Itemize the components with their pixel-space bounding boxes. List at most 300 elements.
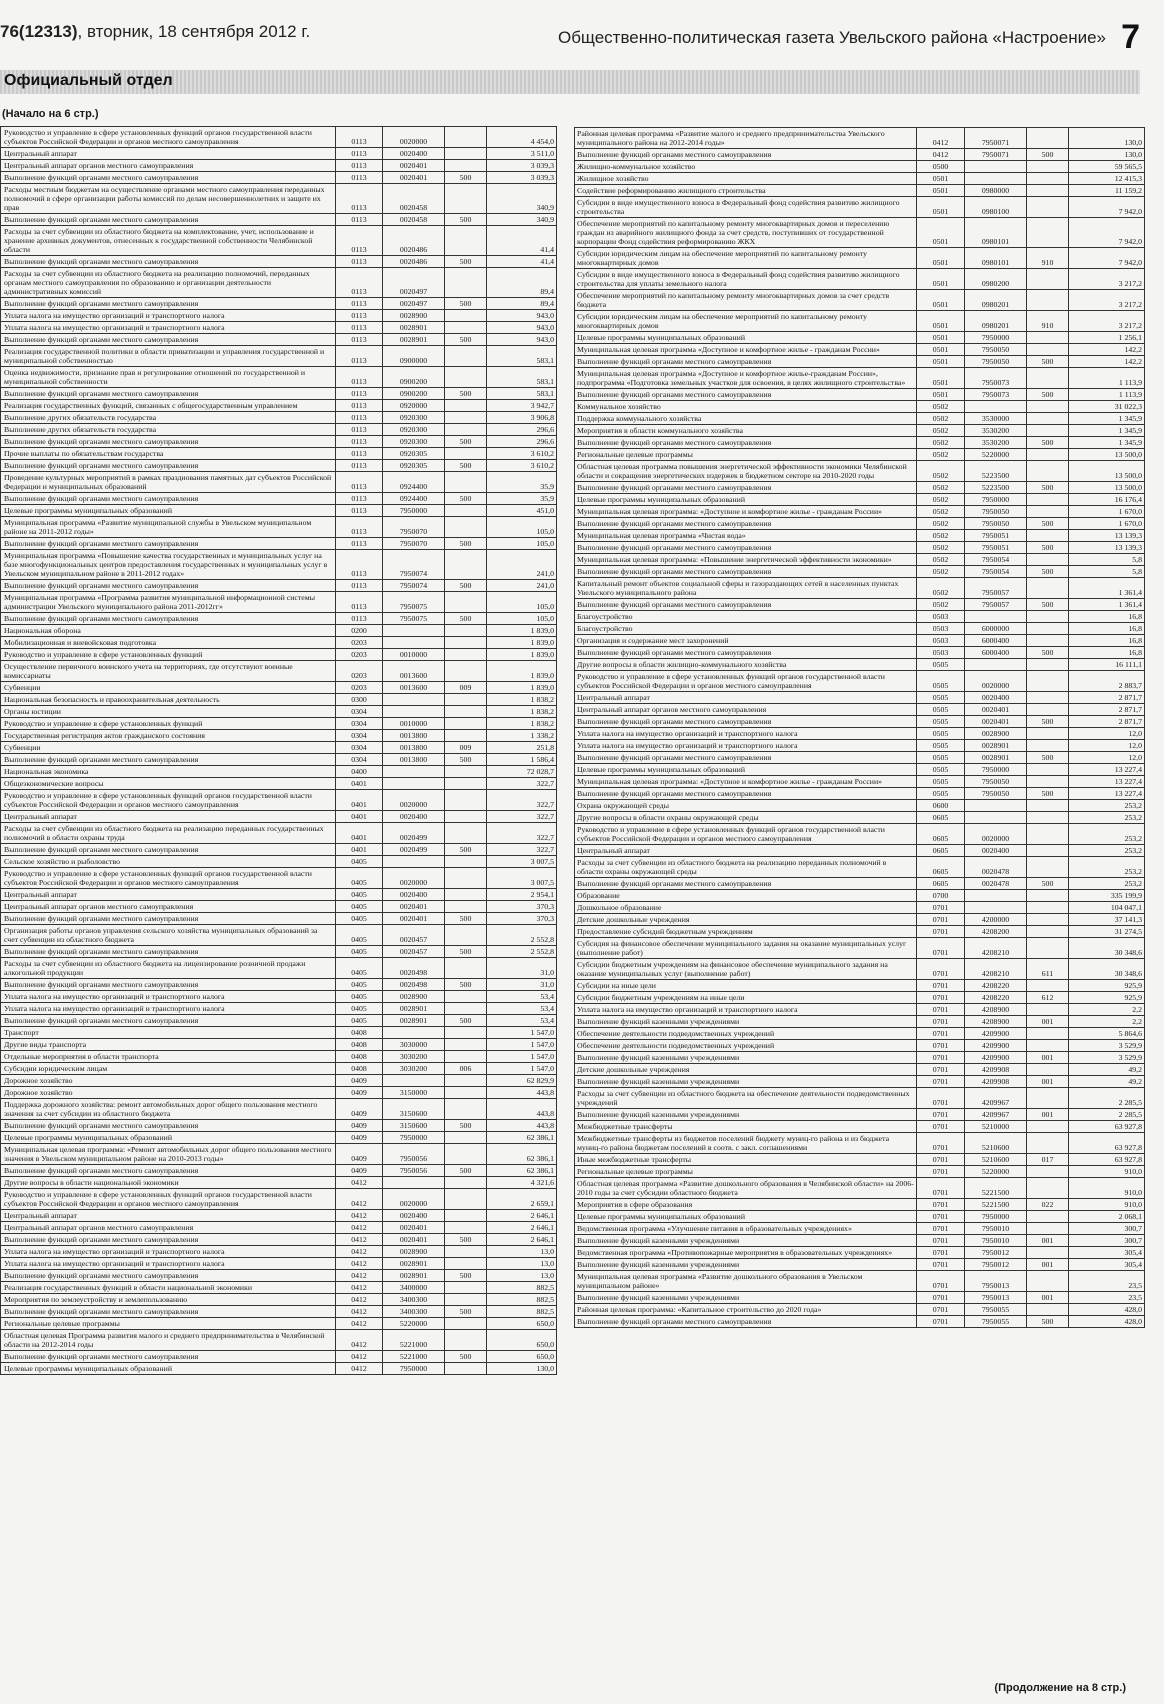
target-code-cell bbox=[965, 173, 1027, 185]
table-row bbox=[575, 1271, 1145, 1292]
target-code-cell: 4209967 bbox=[965, 1088, 1027, 1109]
table-row bbox=[575, 992, 1145, 1004]
section-code-cell: 0501 bbox=[917, 332, 965, 344]
table-row bbox=[575, 671, 1145, 692]
table-row bbox=[1, 613, 557, 625]
target-code-cell: 0028901 bbox=[383, 1258, 445, 1270]
table-row bbox=[575, 1121, 1145, 1133]
row-name-cell: Выполнение функций органами местного самоуправления bbox=[1, 388, 336, 400]
section-code-cell: 0304 bbox=[336, 742, 383, 754]
section-code-cell: 0502 bbox=[917, 461, 965, 482]
amount-cell: 2 068,1 bbox=[1069, 1211, 1145, 1223]
row-name-cell: Другие вопросы в области охраны окружающей среды bbox=[575, 812, 917, 824]
table-row bbox=[1, 346, 557, 367]
row-name-cell: Выполнение функций органами местного самоуправления bbox=[1, 493, 336, 505]
expense-type-cell bbox=[445, 310, 487, 322]
target-code-cell: 0920305 bbox=[383, 448, 445, 460]
expense-type-cell bbox=[445, 226, 487, 256]
expense-type-cell bbox=[445, 1246, 487, 1258]
section-code-cell: 0701 bbox=[917, 938, 965, 959]
row-name-cell: Руководство и управление в сфере установленных функций органов государственной власти субъектов Российской Федерации и органов местного самоуправления bbox=[1, 790, 336, 811]
expense-type-cell: 910 bbox=[1027, 248, 1069, 269]
amount-cell: 130,0 bbox=[487, 1363, 557, 1375]
row-name-cell: Обеспечение мероприятий по капитальному ремонту многоквартирных домов за счет средств бюджета bbox=[575, 290, 917, 311]
expense-type-cell: 500 bbox=[445, 214, 487, 226]
row-name-cell: Дошкольное образование bbox=[575, 902, 917, 914]
target-code-cell: 7950050 bbox=[965, 776, 1027, 788]
target-code-cell: 7950050 bbox=[965, 518, 1027, 530]
section-code-cell: 0502 bbox=[917, 506, 965, 518]
target-code-cell bbox=[383, 1027, 445, 1039]
issue-date: , вторник, 18 сентября 2012 г. bbox=[77, 22, 311, 41]
expense-type-cell: 500 bbox=[445, 946, 487, 958]
expense-type-cell: 500 bbox=[445, 493, 487, 505]
section-code-cell: 0505 bbox=[917, 671, 965, 692]
target-code-cell bbox=[383, 637, 445, 649]
table-row bbox=[1, 517, 557, 538]
expense-type-cell bbox=[1027, 368, 1069, 389]
target-code-cell: 0013800 bbox=[383, 730, 445, 742]
expense-type-cell bbox=[1027, 449, 1069, 461]
section-code-cell: 0113 bbox=[336, 592, 383, 613]
row-name-cell: Уплата налога на имущество организаций и транспортного налога bbox=[575, 1004, 917, 1016]
target-code-cell: 6000000 bbox=[965, 623, 1027, 635]
table-row bbox=[575, 290, 1145, 311]
expense-type-cell bbox=[1027, 764, 1069, 776]
table-row bbox=[1, 1258, 557, 1270]
section-code-cell: 0412 bbox=[336, 1306, 383, 1318]
expense-type-cell bbox=[1027, 269, 1069, 290]
expense-type-cell bbox=[1027, 800, 1069, 812]
table-row bbox=[575, 692, 1145, 704]
section-code-cell: 0412 bbox=[336, 1210, 383, 1222]
target-code-cell: 7950050 bbox=[965, 788, 1027, 800]
table-row bbox=[1, 649, 557, 661]
expense-type-cell bbox=[1027, 197, 1069, 218]
amount-cell: 3 039,3 bbox=[487, 172, 557, 184]
section-code-cell: 0502 bbox=[917, 494, 965, 506]
section-code-cell: 0113 bbox=[336, 334, 383, 346]
row-name-cell: Областная целевая программа повышения энергетической эффективности экономики Челябинской области и сокращения энергетических издержек в бюджетном секторе на 2010-2020 годы bbox=[575, 461, 917, 482]
section-code-cell: 0113 bbox=[336, 550, 383, 580]
section-code-cell: 0502 bbox=[917, 554, 965, 566]
expense-type-cell bbox=[1027, 704, 1069, 716]
target-code-cell bbox=[965, 659, 1027, 671]
section-code-cell: 0701 bbox=[917, 1259, 965, 1271]
amount-cell: 12,0 bbox=[1069, 728, 1145, 740]
row-name-cell: Выполнение других обязательств государства bbox=[1, 412, 336, 424]
table-row bbox=[575, 311, 1145, 332]
section-code-cell: 0501 bbox=[917, 173, 965, 185]
row-name-cell: Мероприятия по землеустройству и землепользованию bbox=[1, 1294, 336, 1306]
expense-type-cell bbox=[445, 1189, 487, 1210]
amount-cell: 300,7 bbox=[1069, 1235, 1145, 1247]
expense-type-cell bbox=[1027, 1064, 1069, 1076]
table-row bbox=[1, 460, 557, 472]
expense-type-cell bbox=[445, 1144, 487, 1165]
target-code-cell: 0028900 bbox=[965, 728, 1027, 740]
amount-cell: 13 139,3 bbox=[1069, 542, 1145, 554]
expense-type-cell: 500 bbox=[1027, 1316, 1069, 1328]
amount-cell: 49,2 bbox=[1069, 1064, 1145, 1076]
target-code-cell: 7950070 bbox=[383, 538, 445, 550]
target-code-cell: 7950010 bbox=[965, 1235, 1027, 1247]
table-row bbox=[1, 706, 557, 718]
section-code-cell: 0701 bbox=[917, 1178, 965, 1199]
table-row bbox=[1, 388, 557, 400]
section-code-cell: 0701 bbox=[917, 992, 965, 1004]
amount-cell: 2 871,7 bbox=[1069, 704, 1145, 716]
row-name-cell: Обеспечение деятельности подведомственных учреждений bbox=[575, 1040, 917, 1052]
target-code-cell bbox=[383, 1177, 445, 1189]
row-name-cell: Осуществление первичного воинского учета на территориях, где отсутствуют военные комиссариаты bbox=[1, 661, 336, 682]
table-row bbox=[575, 494, 1145, 506]
expense-type-cell bbox=[445, 958, 487, 979]
amount-cell: 1 547,0 bbox=[487, 1027, 557, 1039]
row-name-cell: Капитальный ремонт объектов социальной сферы и газораздающих сетей в населенных пунктах Увельского муниципального района bbox=[575, 578, 917, 599]
table-row bbox=[575, 716, 1145, 728]
amount-cell: 142,2 bbox=[1069, 344, 1145, 356]
expense-type-cell bbox=[1027, 623, 1069, 635]
expense-type-cell: 500 bbox=[445, 1234, 487, 1246]
expense-type-cell: 500 bbox=[445, 388, 487, 400]
expense-type-cell: 001 bbox=[1027, 1235, 1069, 1247]
amount-cell: 13 227,4 bbox=[1069, 776, 1145, 788]
section-code-cell: 0409 bbox=[336, 1120, 383, 1132]
row-name-cell: Другие виды транспорта bbox=[1, 1039, 336, 1051]
table-row bbox=[1, 946, 557, 958]
expense-type-cell bbox=[445, 322, 487, 334]
row-name-cell: Уплата налога на имущество организаций и транспортного налога bbox=[1, 991, 336, 1003]
amount-cell: 1 345,9 bbox=[1069, 413, 1145, 425]
table-row bbox=[1, 412, 557, 424]
section-code-cell: 0502 bbox=[917, 578, 965, 599]
table-row bbox=[575, 1109, 1145, 1121]
amount-cell: 53,4 bbox=[487, 1015, 557, 1027]
row-name-cell: Руководство и управление в сфере установленных функций органов государственной власти субъектов Российской Федерации и органов местного самоуправления bbox=[575, 824, 917, 845]
section-code-cell: 0501 bbox=[917, 248, 965, 269]
row-name-cell: Руководство и управление в сфере установленных функций органов государственной власти субъектов Российской Федерации и органов местного самоуправления bbox=[1, 868, 336, 889]
section-code-cell: 0605 bbox=[917, 878, 965, 890]
section-code-cell: 0304 bbox=[336, 754, 383, 766]
expense-type-cell bbox=[1027, 554, 1069, 566]
table-row bbox=[575, 914, 1145, 926]
expense-type-cell: 500 bbox=[1027, 878, 1069, 890]
expense-type-cell bbox=[1027, 1133, 1069, 1154]
table-row bbox=[1, 580, 557, 592]
row-name-cell: Охрана окружающей среды bbox=[575, 800, 917, 812]
table-row bbox=[1, 334, 557, 346]
section-code-cell: 0113 bbox=[336, 346, 383, 367]
table-row bbox=[575, 635, 1145, 647]
amount-cell: 1 361,4 bbox=[1069, 578, 1145, 599]
row-name-cell: Расходы за счет субвенции из областного бюджета на реализацию переданных государственных полномочий в области охраны труда bbox=[1, 823, 336, 844]
table-row bbox=[1, 1222, 557, 1234]
table-row bbox=[1, 856, 557, 868]
row-name-cell: Муниципальная программа «Программа развития муниципальной информационной системы администрации Увельского муниципального района 2011-2012гг» bbox=[1, 592, 336, 613]
section-code-cell: 0502 bbox=[917, 449, 965, 461]
expense-type-cell bbox=[1027, 1304, 1069, 1316]
section-code-cell: 0401 bbox=[336, 823, 383, 844]
table-row bbox=[575, 368, 1145, 389]
target-code-cell: 3400300 bbox=[383, 1306, 445, 1318]
right-table-body bbox=[575, 128, 1145, 1328]
table-row bbox=[575, 926, 1145, 938]
table-row bbox=[1, 493, 557, 505]
expense-type-cell: 500 bbox=[1027, 542, 1069, 554]
amount-cell: 322,7 bbox=[487, 790, 557, 811]
target-code-cell: 5221500 bbox=[965, 1178, 1027, 1199]
row-name-cell: Мероприятия в области коммунального хозяйства bbox=[575, 425, 917, 437]
section-code-cell: 0505 bbox=[917, 728, 965, 740]
amount-cell: 451,0 bbox=[487, 505, 557, 517]
table-row bbox=[575, 740, 1145, 752]
expense-type-cell: 500 bbox=[445, 754, 487, 766]
amount-cell: 1 547,0 bbox=[487, 1051, 557, 1063]
target-code-cell: 0028901 bbox=[383, 334, 445, 346]
amount-cell: 241,0 bbox=[487, 580, 557, 592]
target-code-cell: 5223500 bbox=[965, 461, 1027, 482]
section-code-cell: 0409 bbox=[336, 1075, 383, 1087]
expense-type-cell bbox=[445, 1075, 487, 1087]
table-row bbox=[575, 1223, 1145, 1235]
target-code-cell: 7950056 bbox=[383, 1165, 445, 1177]
expense-type-cell: 022 bbox=[1027, 1199, 1069, 1211]
table-row bbox=[1, 1177, 557, 1189]
target-code-cell: 0900200 bbox=[383, 367, 445, 388]
row-name-cell: Региональные целевые программы bbox=[575, 1166, 917, 1178]
expense-type-cell bbox=[1027, 173, 1069, 185]
section-code-cell: 0600 bbox=[917, 800, 965, 812]
table-row bbox=[1, 979, 557, 991]
amount-cell: 2 646,1 bbox=[487, 1234, 557, 1246]
amount-cell: 322,7 bbox=[487, 823, 557, 844]
expense-type-cell bbox=[1027, 659, 1069, 671]
amount-cell: 882,5 bbox=[487, 1282, 557, 1294]
target-code-cell: 4209967 bbox=[965, 1109, 1027, 1121]
amount-cell: 1 838,2 bbox=[487, 718, 557, 730]
amount-cell: 1 586,4 bbox=[487, 754, 557, 766]
amount-cell: 142,2 bbox=[1069, 356, 1145, 368]
expense-type-cell bbox=[1027, 128, 1069, 149]
expense-type-cell bbox=[445, 1051, 487, 1063]
table-row bbox=[1, 367, 557, 388]
amount-cell: 428,0 bbox=[1069, 1316, 1145, 1328]
target-code-cell: 6000400 bbox=[965, 647, 1027, 659]
table-row bbox=[575, 938, 1145, 959]
amount-cell: 1 113,9 bbox=[1069, 389, 1145, 401]
row-name-cell: Жилищно-коммунальное хозяйство bbox=[575, 161, 917, 173]
target-code-cell: 3150600 bbox=[383, 1099, 445, 1120]
table-row bbox=[575, 1178, 1145, 1199]
row-name-cell: Расходы местным бюджетам на осуществление органами местного самоуправления переданных полномочий в сфере организации работы комиссий по делам несовершеннолетних и защите их прав bbox=[1, 184, 336, 214]
row-name-cell: Субсидии бюджетным учреждениям на иные цели bbox=[575, 992, 917, 1004]
expense-type-cell bbox=[445, 1282, 487, 1294]
row-name-cell: Центральный аппарат bbox=[1, 811, 336, 823]
section-code-cell: 0405 bbox=[336, 958, 383, 979]
table-row bbox=[575, 482, 1145, 494]
amount-cell: 300,7 bbox=[1069, 1223, 1145, 1235]
row-name-cell: Руководство и управление в сфере установленных функций органов государственной власти субъектов Российской Федерации и органов местного самоуправления bbox=[1, 127, 336, 148]
target-code-cell: 0020457 bbox=[383, 925, 445, 946]
row-name-cell: Межбюджетные трансферты bbox=[575, 1121, 917, 1133]
amount-cell: 105,0 bbox=[487, 538, 557, 550]
expense-type-cell: 500 bbox=[445, 1351, 487, 1363]
amount-cell: 322,7 bbox=[487, 778, 557, 790]
amount-cell: 7 942,0 bbox=[1069, 197, 1145, 218]
expense-type-cell bbox=[1027, 938, 1069, 959]
amount-cell: 2 871,7 bbox=[1069, 692, 1145, 704]
expense-type-cell bbox=[1027, 530, 1069, 542]
target-code-cell: 0020000 bbox=[383, 1189, 445, 1210]
table-row bbox=[575, 437, 1145, 449]
amount-cell: 1 839,0 bbox=[487, 682, 557, 694]
table-row bbox=[575, 845, 1145, 857]
target-code-cell: 0020499 bbox=[383, 823, 445, 844]
table-row bbox=[575, 248, 1145, 269]
table-row bbox=[575, 578, 1145, 599]
section-code-cell: 0605 bbox=[917, 812, 965, 824]
section-code-cell: 0203 bbox=[336, 649, 383, 661]
amount-cell: 943,0 bbox=[487, 310, 557, 322]
amount-cell: 3 906,8 bbox=[487, 412, 557, 424]
table-row bbox=[575, 425, 1145, 437]
section-code-cell: 0605 bbox=[917, 857, 965, 878]
amount-cell: 322,7 bbox=[487, 844, 557, 856]
target-code-cell: 0020000 bbox=[383, 790, 445, 811]
table-row bbox=[1, 310, 557, 322]
target-code-cell: 0010000 bbox=[383, 649, 445, 661]
amount-cell: 41,4 bbox=[487, 226, 557, 256]
target-code-cell: 3030200 bbox=[383, 1063, 445, 1075]
row-name-cell: Муниципальная программа «Повышение качества государственных и муниципальных услуг на базе многофункциональных центров предоставления государственных и муниципальных услуг в Увельском муниципальном районе в 2011-2012 годах» bbox=[1, 550, 336, 580]
expense-type-cell: 500 bbox=[1027, 356, 1069, 368]
target-code-cell: 0980201 bbox=[965, 290, 1027, 311]
section-code-cell: 0700 bbox=[917, 890, 965, 902]
row-name-cell: Выполнение других обязательств государства bbox=[1, 424, 336, 436]
right-budget-table bbox=[574, 127, 1145, 1328]
section-code-cell: 0300 bbox=[336, 694, 383, 706]
amount-cell: 305,4 bbox=[1069, 1247, 1145, 1259]
table-row bbox=[1, 901, 557, 913]
expense-type-cell bbox=[445, 1003, 487, 1015]
row-name-cell: Детские дошкольные учреждения bbox=[575, 914, 917, 926]
amount-cell: 443,8 bbox=[487, 1087, 557, 1099]
table-row bbox=[1, 1015, 557, 1027]
section-code-cell: 0503 bbox=[917, 623, 965, 635]
target-code-cell: 0924400 bbox=[383, 472, 445, 493]
table-row bbox=[575, 980, 1145, 992]
row-name-cell: Органы юстиции bbox=[1, 706, 336, 718]
section-code-cell: 0501 bbox=[917, 368, 965, 389]
expense-type-cell bbox=[445, 823, 487, 844]
table-row bbox=[1, 268, 557, 298]
target-code-cell: 0013800 bbox=[383, 742, 445, 754]
expense-type-cell: 009 bbox=[445, 742, 487, 754]
expense-type-cell bbox=[445, 1087, 487, 1099]
row-name-cell: Руководство и управление в сфере установленных функций bbox=[1, 718, 336, 730]
target-code-cell: 0020401 bbox=[383, 913, 445, 925]
row-name-cell: Выполнение функций органами местного самоуправления bbox=[1, 1351, 336, 1363]
table-row bbox=[575, 623, 1145, 635]
target-code-cell: 7950073 bbox=[965, 368, 1027, 389]
table-row bbox=[575, 647, 1145, 659]
amount-cell: 3 007,5 bbox=[487, 856, 557, 868]
section-code-cell: 0701 bbox=[917, 1271, 965, 1292]
table-row bbox=[1, 823, 557, 844]
row-name-cell: Выполнение функций казенными учреждениями bbox=[575, 1016, 917, 1028]
section-code-cell: 0113 bbox=[336, 460, 383, 472]
row-name-cell: Детские дошкольные учреждения bbox=[575, 1064, 917, 1076]
table-row bbox=[575, 413, 1145, 425]
amount-cell: 2 954,1 bbox=[487, 889, 557, 901]
amount-cell: 3 529,9 bbox=[1069, 1040, 1145, 1052]
expense-type-cell bbox=[445, 1222, 487, 1234]
row-name-cell: Выполнение функций казенными учреждениями bbox=[575, 1052, 917, 1064]
section-code-cell: 0501 bbox=[917, 389, 965, 401]
expense-type-cell bbox=[1027, 1121, 1069, 1133]
table-row bbox=[575, 1133, 1145, 1154]
amount-cell: 5,8 bbox=[1069, 554, 1145, 566]
row-name-cell: Выполнение функций органами местного самоуправления bbox=[1, 580, 336, 592]
issue-number: 76(12313) bbox=[0, 22, 78, 41]
row-name-cell: Реализация государственных функций, связанных с общегосударственным управлением bbox=[1, 400, 336, 412]
row-name-cell: Выполнение функций органами местного самоуправления bbox=[1, 214, 336, 226]
row-name-cell: Национальная безопасность и правоохранительная деятельность bbox=[1, 694, 336, 706]
target-code-cell: 0020400 bbox=[965, 692, 1027, 704]
table-row bbox=[1, 958, 557, 979]
table-row bbox=[1, 505, 557, 517]
amount-cell: 105,0 bbox=[487, 517, 557, 538]
expense-type-cell bbox=[445, 649, 487, 661]
target-code-cell: 0020401 bbox=[383, 901, 445, 913]
target-code-cell bbox=[383, 1075, 445, 1087]
table-row bbox=[1, 625, 557, 637]
target-code-cell: 0980200 bbox=[965, 269, 1027, 290]
amount-cell: 2 552,8 bbox=[487, 946, 557, 958]
target-code-cell: 3530200 bbox=[965, 425, 1027, 437]
row-name-cell: Благоустройство bbox=[575, 611, 917, 623]
amount-cell: 53,4 bbox=[487, 1003, 557, 1015]
left-column bbox=[0, 126, 556, 1375]
target-code-cell: 0020457 bbox=[383, 946, 445, 958]
row-name-cell: Руководство и управление в сфере установленных функций органов государственной власти субъектов Российской Федерации и органов местного самоуправления bbox=[575, 671, 917, 692]
expense-type-cell: 001 bbox=[1027, 1109, 1069, 1121]
row-name-cell: Целевые программы муниципальных образований bbox=[1, 1132, 336, 1144]
row-name-cell: Муниципальная целевая программа «Доступное и комфортное жилье-гражданам России», подпрограмма «Подготовка земельных участков для освоения, в целях жилищного строительства» bbox=[575, 368, 917, 389]
table-row bbox=[575, 878, 1145, 890]
amount-cell: 16,8 bbox=[1069, 635, 1145, 647]
expense-type-cell: 500 bbox=[1027, 482, 1069, 494]
expense-type-cell: 001 bbox=[1027, 1016, 1069, 1028]
target-code-cell: 0920300 bbox=[383, 424, 445, 436]
amount-cell: 16 176,4 bbox=[1069, 494, 1145, 506]
expense-type-cell: 500 bbox=[445, 580, 487, 592]
amount-cell: 443,8 bbox=[487, 1099, 557, 1120]
target-code-cell: 7950074 bbox=[383, 550, 445, 580]
target-code-cell bbox=[383, 778, 445, 790]
target-code-cell: 7950012 bbox=[965, 1259, 1027, 1271]
section-code-cell: 0701 bbox=[917, 926, 965, 938]
section-code-cell: 0405 bbox=[336, 889, 383, 901]
amount-cell: 59 565,5 bbox=[1069, 161, 1145, 173]
expense-type-cell bbox=[445, 400, 487, 412]
target-code-cell: 0020497 bbox=[383, 298, 445, 310]
target-code-cell: 7950050 bbox=[965, 506, 1027, 518]
target-code-cell: 0020400 bbox=[383, 889, 445, 901]
amount-cell: 12 415,3 bbox=[1069, 173, 1145, 185]
table-row bbox=[575, 461, 1145, 482]
